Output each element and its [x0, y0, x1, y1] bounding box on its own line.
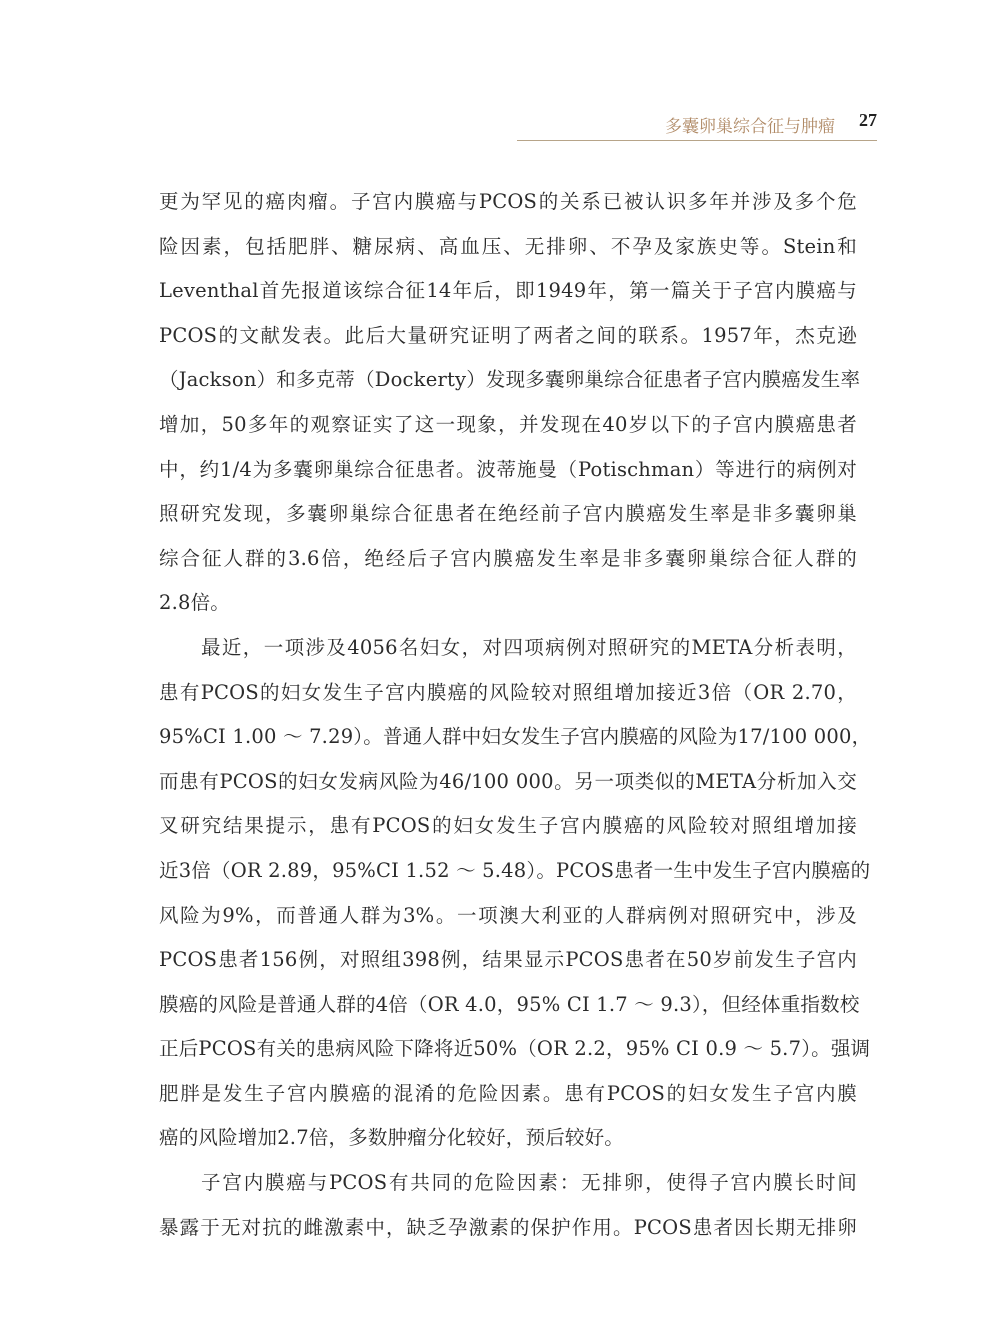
running-header-title: 多囊卵巢综合征与肿瘤 — [665, 117, 835, 137]
text-line: 95%CI 1.00 ～ 7.29）。普通人群中妇女发生子宫内膜癌的风险为17/100 000， — [159, 725, 872, 749]
text-line: 中，约1/4为多囊卵巢综合征患者。波蒂施曼（Potischman）等进行的病例对 — [159, 457, 857, 481]
text-line: 患有PCOS的妇女发生子宫内膜癌的风险较对照组增加接近3倍（OR 2.70， — [159, 680, 857, 704]
text-line: 险因素，包括肥胖、糖尿病、高血压、无排卵、不孕及家族史等。Stein和 — [159, 234, 857, 258]
text-line: 增加，50多年的观察证实了这一现象，并发现在40岁以下的子宫内膜癌患者 — [159, 412, 857, 436]
text-line: 肥胖是发生子宫内膜癌的混淆的危险因素。患有PCOS的妇女发生子宫内膜 — [159, 1081, 857, 1105]
text-line: 最近，一项涉及4056名妇女，对四项病例对照研究的META分析表明， — [201, 635, 857, 659]
paragraph-3 — [159, 1161, 857, 1250]
text-line: PCOS患者156例，对照组398例，结果显示PCOS患者在50岁前发生子宫内 — [159, 948, 857, 972]
text-line: 综合征人群的3.6倍，绝经后子宫内膜癌发生率是非多囊卵巢综合征人群的 — [159, 546, 857, 570]
header-rule — [517, 140, 877, 141]
text-line: 暴露于无对抗的雌激素中，缺乏孕激素的保护作用。PCOS患者因长期无排卵 — [159, 1215, 857, 1239]
text-line: PCOS的文献发表。此后大量研究证明了两者之间的联系。1957年，杰克逊 — [159, 323, 857, 347]
text-line: 子宫内膜癌与PCOS有共同的危险因素：无排卵，使得子宫内膜长时间 — [201, 1171, 857, 1195]
paragraph-2 — [159, 626, 872, 1161]
text-line: 照研究发现，多囊卵巢综合征患者在绝经前子宫内膜癌发生率是非多囊卵巢 — [159, 502, 857, 526]
text-line: 风险为9%，而普通人群为3%。一项澳大利亚的人群病例对照研究中，涉及 — [159, 903, 857, 927]
page-number: 27 — [859, 110, 877, 130]
text-line: 更为罕见的癌肉瘤。子宫内膜癌与PCOS的关系已被认识多年并涉及多个危 — [159, 190, 857, 213]
paragraph-1 — [159, 180, 861, 626]
text-line: 叉研究结果提示，患有PCOS的妇女发生子宫内膜癌的风险较对照组增加接 — [159, 814, 857, 838]
running-header — [517, 112, 877, 142]
text-line: 2.8倍。 — [159, 591, 231, 615]
text-line: 膜癌的风险是普通人群的4倍（OR 4.0，95% CI 1.7 ～ 9.3），但经体重指数校 — [159, 992, 860, 1016]
text-line: 癌的风险增加2.7倍，多数肿瘤分化较好，预后较好。 — [159, 1126, 625, 1150]
text-line: （Jackson）和多克蒂（Dockerty）发现多囊卵巢综合征患者子宫内膜癌发生率 — [159, 368, 861, 392]
text-line: Leventhal首先报道该综合征14年后，即1949年，第一篇关于子宫内膜癌与 — [159, 279, 857, 303]
text-line: 正后PCOS有关的患病风险下降将近50%（OR 2.2，95% CI 0.9 ～ 5.7）。强调 — [159, 1037, 871, 1061]
text-line: 近3倍（OR 2.89，95%CI 1.52 ～ 5.48）。PCOS患者一生中发生子宫内膜癌的 — [159, 858, 871, 882]
text-line: 而患有PCOS的妇女发病风险为46/100 000。另一项类似的META分析加入交 — [159, 769, 857, 793]
body-text — [159, 180, 872, 1250]
